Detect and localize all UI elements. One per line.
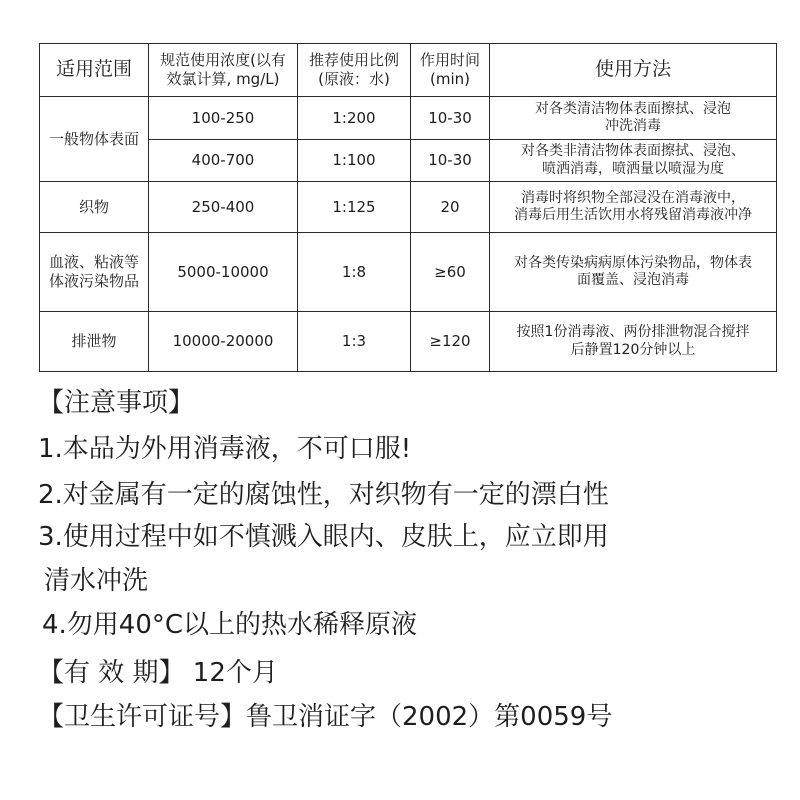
usage-table xyxy=(39,43,777,372)
cell-concentration: 400-700 xyxy=(149,140,298,182)
method-line2: 后静置120分钟以上 xyxy=(570,341,696,358)
cell-method xyxy=(490,233,777,312)
method-line1: 对各类非清洁物体表面擦拭、浸泡、 xyxy=(521,143,745,159)
cell-time: ≥120 xyxy=(411,312,490,372)
cell-ratio: 1:100 xyxy=(298,140,411,182)
header-ratio-line2: (原液：水) xyxy=(318,70,390,88)
method-line2: 消毒后用生活饮用水将残留消毒液冲净 xyxy=(514,207,752,223)
table-row xyxy=(40,140,777,182)
note-item-3: 3.使用过程中如不慎溅入眼内、皮肤上，应立即用 xyxy=(38,522,609,552)
cell-scope: 织物 xyxy=(40,182,149,233)
cell-concentration: 250-400 xyxy=(149,182,298,233)
validity-period: 【有 效 期】 12个月 xyxy=(38,658,278,688)
cell-concentration: 10000-20000 xyxy=(149,312,298,372)
header-time-line1: 作用时间 xyxy=(419,51,480,70)
note-item-2: 2.对金属有一定的腐蚀性，对织物有一定的漂白性 xyxy=(38,480,609,510)
note-item-1: 1.本品为外用消毒液，不可口服! xyxy=(38,434,412,464)
header-time-line2: (min) xyxy=(430,70,470,88)
license-number: 【卫生许可证号】鲁卫消证字（2002）第0059号 xyxy=(38,702,613,732)
cell-method xyxy=(490,312,777,372)
method-line1: 对各类传染病病原体污染物品，物体表 xyxy=(514,254,752,271)
cell-time: 10-30 xyxy=(411,97,490,140)
scope-line1: 血液、粘液等 xyxy=(48,253,139,272)
table-row xyxy=(40,97,777,140)
cell-scope: 一般物体表面 xyxy=(40,97,149,182)
method-line2: 冲洗消毒 xyxy=(605,118,661,134)
method-line2: 面覆盖、浸泡消毒 xyxy=(577,272,689,288)
cell-ratio: 1:3 xyxy=(298,312,411,372)
cell-scope: 排泄物 xyxy=(40,312,149,372)
scope-line2: 体液污染物品 xyxy=(48,272,139,290)
method-line1: 消毒时将织物全部浸没在消毒液中， xyxy=(521,189,745,206)
cell-method xyxy=(490,140,777,182)
cell-scope xyxy=(40,233,149,312)
cell-method xyxy=(490,182,777,233)
cell-method xyxy=(490,97,777,140)
table-row xyxy=(40,233,777,312)
header-concentration-line1: 规范使用浓度(以有 xyxy=(160,51,286,70)
cell-concentration: 5000-10000 xyxy=(149,233,298,312)
cell-ratio: 1:125 xyxy=(298,182,411,233)
note-item-3-continued: 清水冲洗 xyxy=(44,566,149,596)
header-scope: 适用范围 xyxy=(40,44,149,97)
header-ratio xyxy=(298,44,411,97)
cell-ratio: 1:8 xyxy=(298,233,411,312)
cell-time: ≥60 xyxy=(411,233,490,312)
cell-ratio: 1:200 xyxy=(298,97,411,140)
method-line1: 对各类清洁物体表面擦拭、浸泡 xyxy=(535,100,731,117)
cell-time: 10-30 xyxy=(411,140,490,182)
table-header-row xyxy=(40,44,777,97)
method-line1: 按照1份消毒液、两份排泄物混合搅拌 xyxy=(516,324,750,340)
table-row xyxy=(40,182,777,233)
header-time xyxy=(411,44,490,97)
note-item-4: 4.勿用40°C以上的热水稀释原液 xyxy=(42,610,418,640)
notes-heading: 【注意事项】 xyxy=(38,388,195,418)
cell-time: 20 xyxy=(411,182,490,233)
header-ratio-line1: 推荐使用比例 xyxy=(308,51,399,70)
header-concentration xyxy=(149,44,298,97)
table-row xyxy=(40,312,777,372)
cell-concentration: 100-250 xyxy=(149,97,298,140)
header-method: 使用方法 xyxy=(490,44,777,97)
method-line2: 喷洒消毒，喷洒量以喷湿为度 xyxy=(542,160,724,177)
header-concentration-line2: 效氯计算, mg/L) xyxy=(166,70,280,88)
